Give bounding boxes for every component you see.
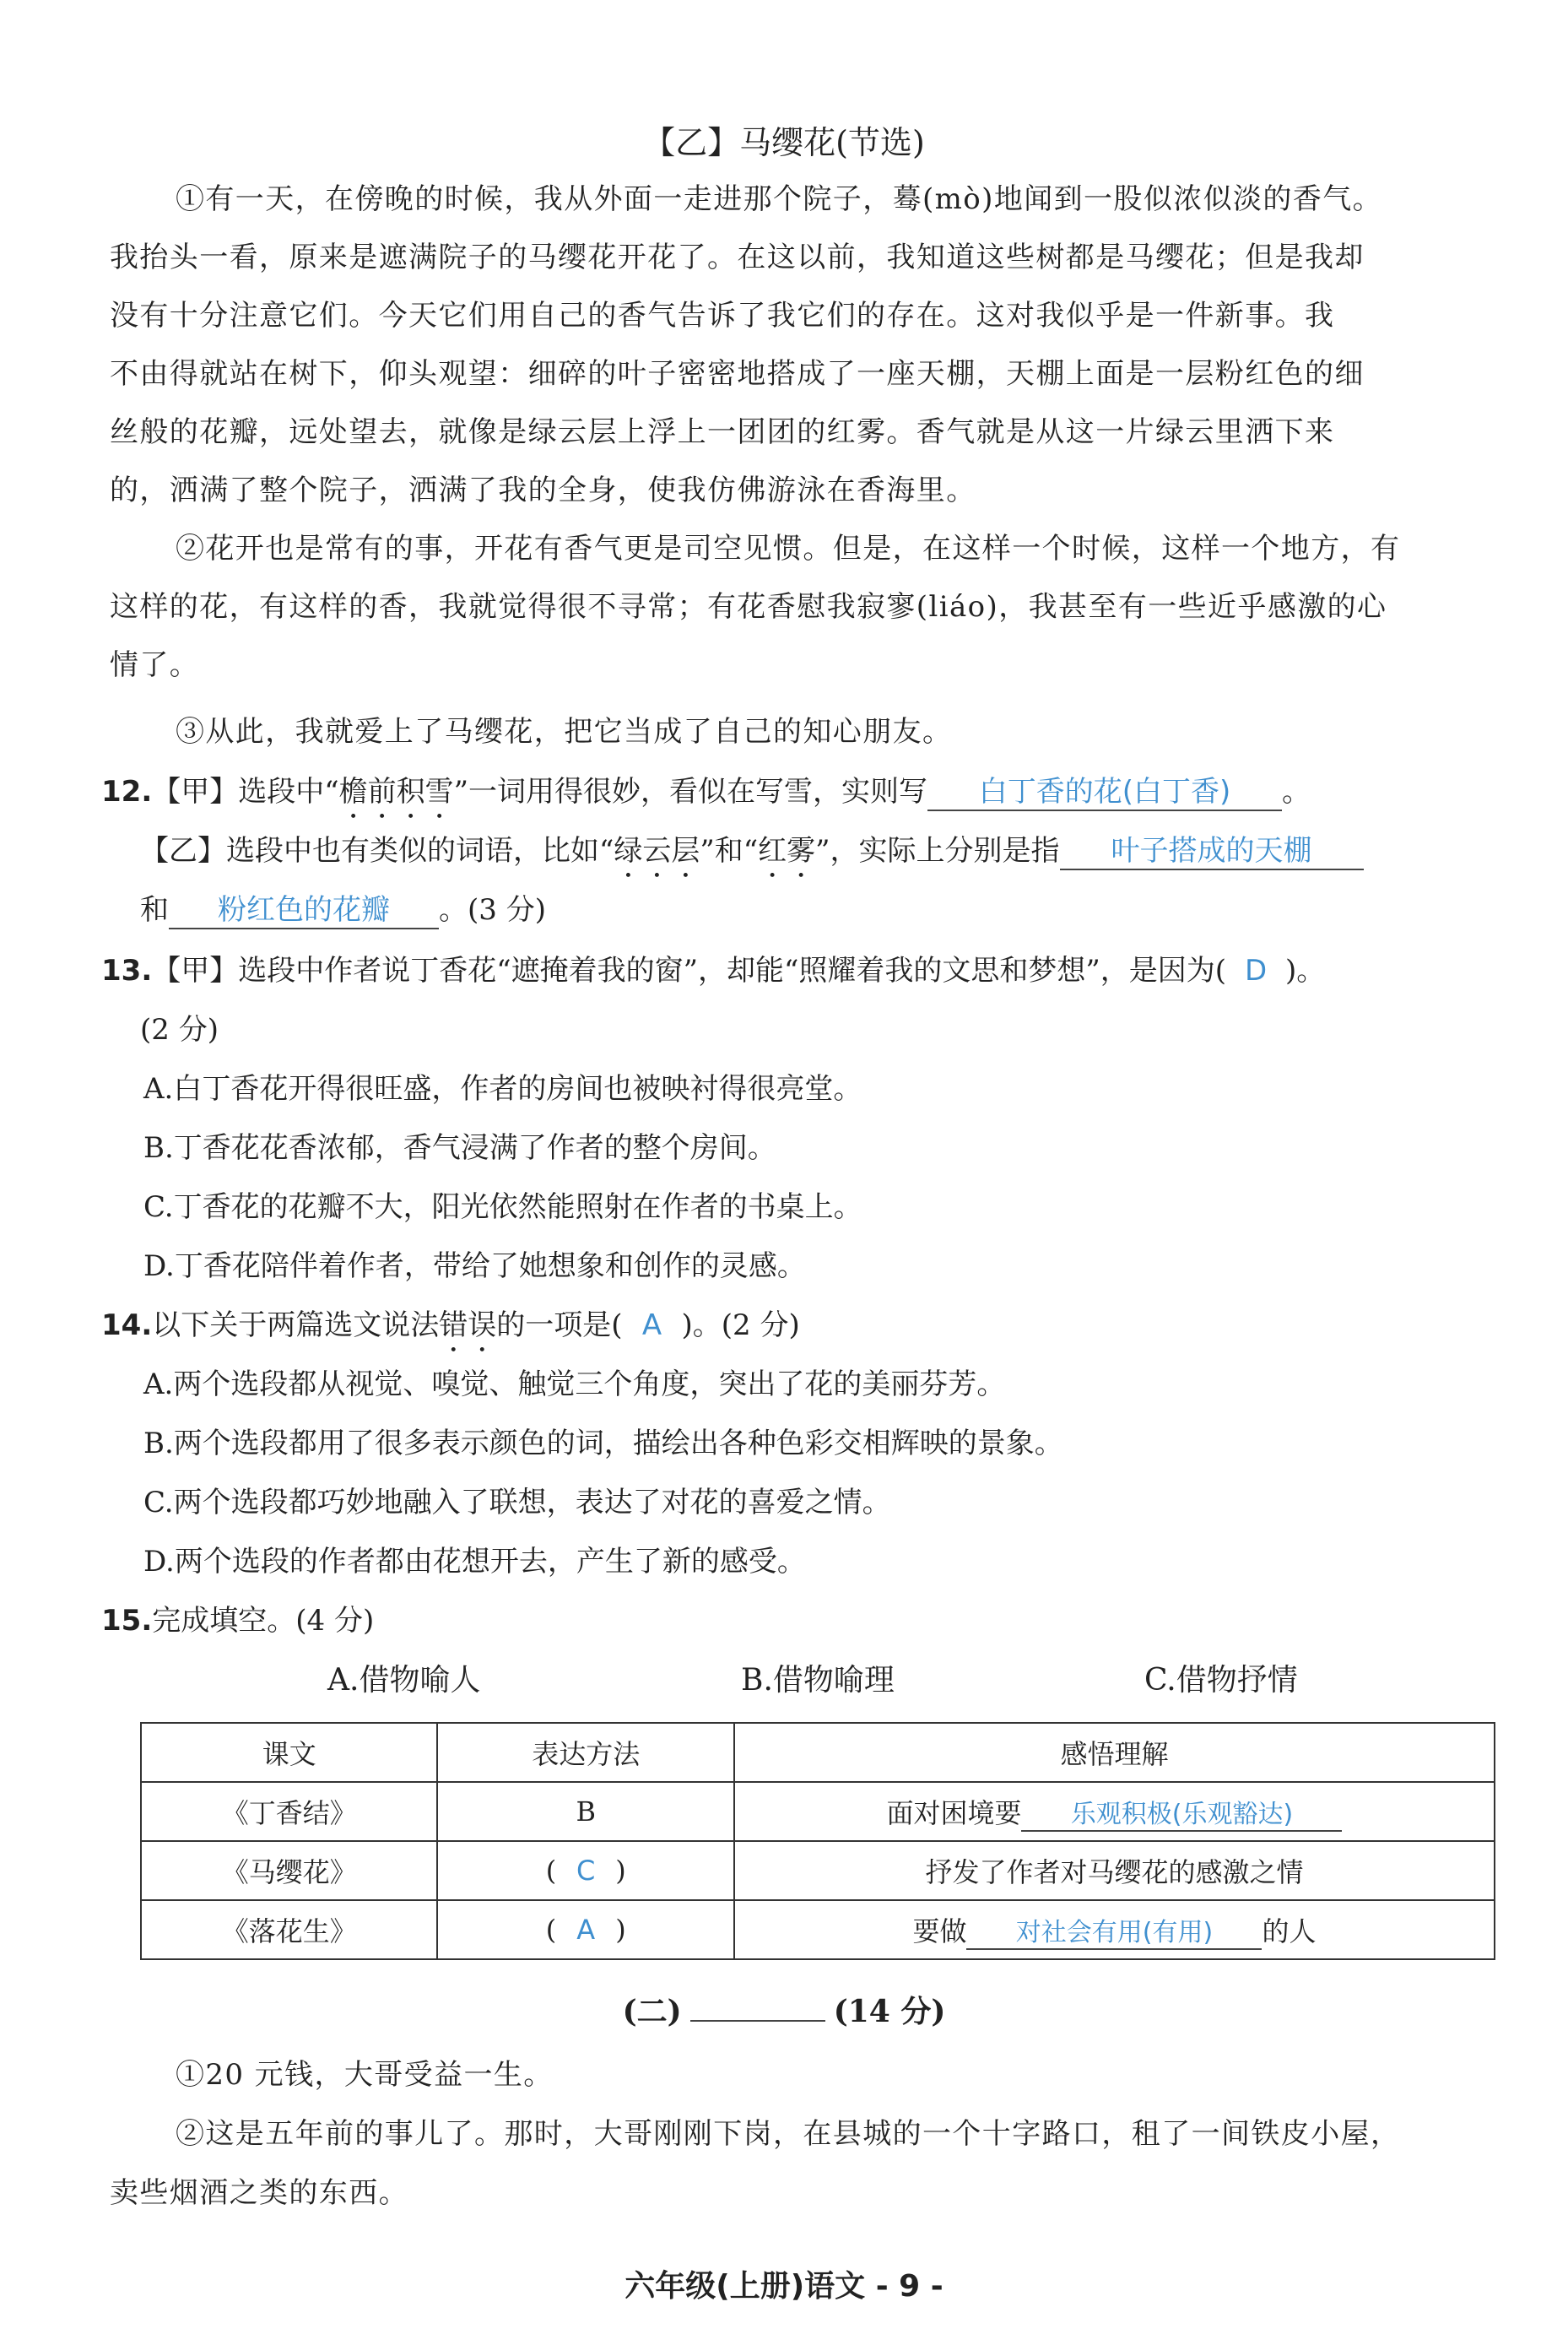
table-row [141, 1782, 1495, 1841]
passage-line: 没有十分注意它们。今天它们用自己的香气告诉了我它们的存在。这对我似乎是一件新事。我 [110, 299, 1335, 333]
choice-c: C.借物抒情 [1144, 1663, 1298, 1698]
passage-line: 的，洒满了整个院子，洒满了我的全身，使我仿佛游泳在香海里。 [110, 474, 976, 507]
passage-line: 情了。 [110, 648, 200, 682]
choice-a: A.借物喻人 [327, 1663, 481, 1698]
question-14: 14.以下关于两篇选文说法错误的一项是( A )。(2 分) [101, 1308, 800, 1342]
passage-line: ①20 元钱，大哥受益一生。 [176, 2058, 554, 2092]
emphasis-word: 檐前积雪 [338, 775, 454, 809]
option-d: D.两个选段的作者都由花想开去，产生了新的感受。 [143, 1545, 806, 1579]
answer-table [140, 1722, 1495, 1960]
table-row [141, 1841, 1495, 1900]
table-cell-insight: 要做 对社会有用(有用) 的人 [734, 1900, 1495, 1959]
passage-line: ①有一天，在傍晚的时候，我从外面一走进那个院子，蓦(mò)地闻到一股似浓似淡的香气。 [176, 182, 1383, 216]
answer-blank[interactable]: 乐观积极(乐观豁达) [1021, 1800, 1342, 1832]
answer-blank[interactable]: 叶子搭成的天棚 [1060, 834, 1364, 870]
passage-line: ②这是五年前的事儿了。那时，大哥刚刚下岗，在县城的一个十字路口，租了一间铁皮小屋， [176, 2117, 1401, 2151]
question-15: 15.完成填空。(4 分) [101, 1604, 375, 1638]
page-footer: 六年级(上册)语文 - 9 - [624, 2269, 944, 2304]
table-cell-method: B [437, 1782, 734, 1841]
table-cell-text: 《落花生》 [141, 1900, 437, 1959]
table-header: 表达方法 [437, 1723, 734, 1782]
question-number: 14. [101, 1308, 153, 1342]
passage-line: ②花开也是常有的事，开花有香气更是司空见惯。但是，在这样一个时候，这样一个地方，有 [176, 532, 1401, 566]
passage-line: 不由得就站在树下，仰头观望：细碎的叶子密密地搭成了一座天棚，天棚上面是一层粉红色的细 [110, 357, 1365, 391]
option-c: C.丁香花的花瓣不大，阳光依然能照射在作者的书桌上。 [143, 1190, 862, 1224]
table-cell-insight: 抒发了作者对马缨花的感激之情 [734, 1841, 1495, 1900]
answer-choice[interactable]: A [576, 1914, 596, 1946]
section-title-blank[interactable] [690, 2020, 825, 2022]
question-12-line3: 和 粉红色的花瓣 。(3 分) [140, 886, 546, 929]
option-d: D.丁香花陪伴着作者，带给了她想象和创作的灵感。 [143, 1249, 806, 1283]
table-cell-text: 《丁香结》 [141, 1782, 437, 1841]
option-a: A.白丁香花开得很旺盛，作者的房间也被映衬得很亮堂。 [143, 1072, 862, 1106]
answer-choice[interactable]: A [641, 1308, 662, 1342]
option-a: A.两个选段都从视觉、嗅觉、触觉三个角度，突出了花的美丽芬芳。 [143, 1367, 1006, 1401]
answer-blank[interactable]: 粉红色的花瓣 [169, 893, 439, 929]
question-number: 15. [101, 1604, 153, 1638]
option-b: B.丁香花花香浓郁，香气浸满了作者的整个房间。 [143, 1131, 776, 1165]
passage-line: 卖些烟酒之类的东西。 [110, 2176, 408, 2210]
table-cell-text: 《马缨花》 [141, 1841, 437, 1900]
passage-line: ③从此，我就爱上了马缨花，把它当成了自己的知心朋友。 [176, 715, 953, 749]
question-12-line2: 【乙】选段中也有类似的词语，比如“绿云层”和“红雾”，实际上分别是指 叶子搭成的天棚 [140, 827, 1364, 885]
question-number: 12. [101, 775, 153, 809]
table-row [141, 1900, 1495, 1959]
table-cell-insight: 面对困境要 乐观积极(乐观豁达) [734, 1782, 1495, 1841]
emphasis-word: 红雾 [758, 834, 816, 868]
answer-choice[interactable]: C [576, 1855, 596, 1887]
table-header-row [141, 1723, 1495, 1782]
emphasis-word: 错误 [439, 1308, 497, 1342]
table-header: 感悟理解 [734, 1723, 1495, 1782]
table-cell-method: ( C ) [437, 1841, 734, 1900]
passage-title: 【乙】马缨花(节选) [643, 124, 925, 161]
passage-line: 丝般的花瓣，远处望去，就像是绿云层上浮上一团团的红雾。香气就是从这一片绿云里洒下来 [110, 415, 1335, 449]
choice-b: B.借物喻理 [741, 1663, 895, 1698]
option-b: B.两个选段都用了很多表示颜色的词，描绘出各种色彩交相辉映的景象。 [143, 1427, 1063, 1460]
emphasis-word: 绿云层 [614, 834, 700, 868]
option-c: C.两个选段都巧妙地融入了联想，表达了对花的喜爱之情。 [143, 1486, 891, 1519]
question-score: (2 分) [140, 1013, 219, 1047]
table-header: 课文 [141, 1723, 437, 1782]
question-12: 12.【甲】选段中“檐前积雪”一词用得很妙，看似在写雪，实则写 白丁香的花(白丁香) 。 [101, 768, 1311, 826]
answer-blank[interactable]: 白丁香的花(白丁香) [927, 775, 1282, 811]
table-cell-method: ( A ) [437, 1900, 734, 1959]
question-number: 13. [101, 954, 153, 988]
section-heading: (二) (14 分) [622, 1994, 946, 2029]
answer-choice[interactable]: D [1244, 954, 1268, 988]
answer-blank[interactable]: 对社会有用(有用) [966, 1918, 1262, 1950]
passage-line: 这样的花，有这样的香，我就觉得很不寻常；有花香慰我寂寥(liáo)，我甚至有一些近乎感激的心 [110, 590, 1387, 624]
passage-line: 我抬头一看，原来是遮满院子的马缨花开花了。在这以前，我知道这些树都是马缨花；但是我却 [110, 241, 1365, 274]
question-13: 13.【甲】选段中作者说丁香花“遮掩着我的窗”，却能“照耀着我的文思和梦想”，是因为( D )。 [101, 954, 1326, 988]
